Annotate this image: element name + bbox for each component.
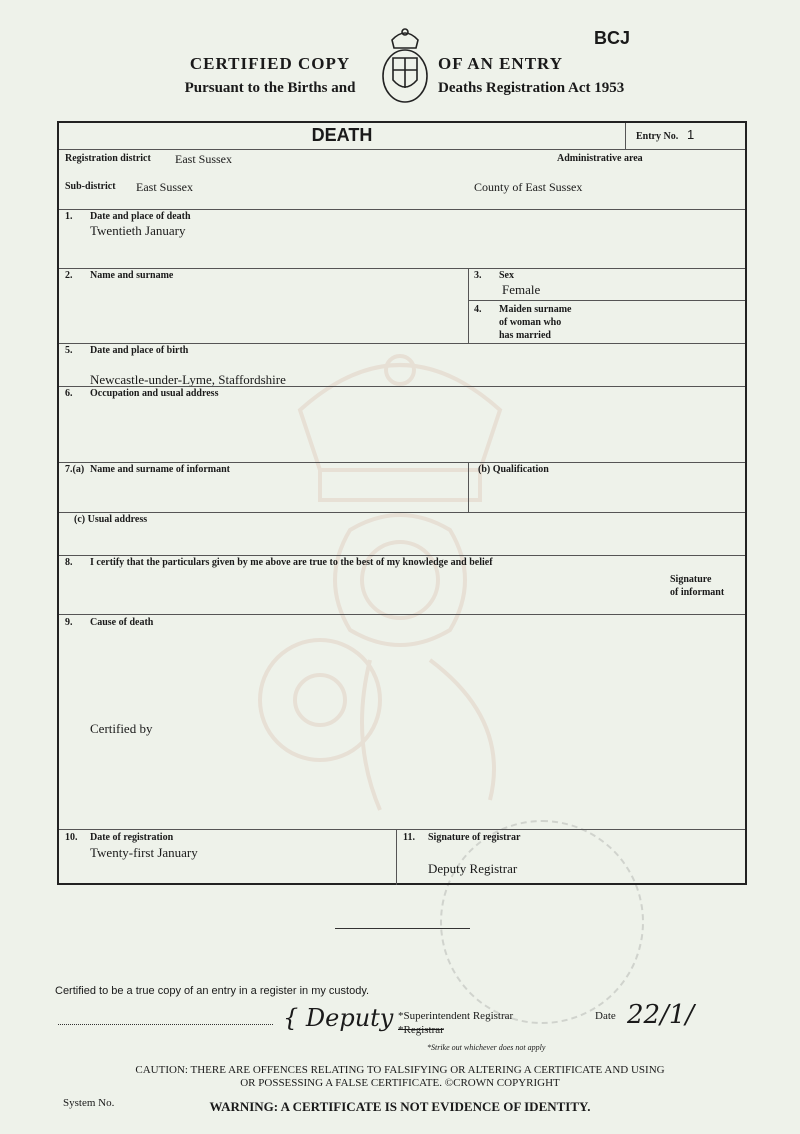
administrative-area-label: Administrative area [557,153,643,164]
certify-label: I certify that the particulars given by me above are true to the best of my knowledge and belief [90,557,493,568]
caution-line-2: OR POSSESSING A FALSE CERTIFICATE. ©CROWN COPYRIGHT [240,1077,560,1089]
header-left [150,54,390,97]
field-10-number: 10. [65,832,78,843]
registration-district-value: East Sussex [175,152,232,166]
field-1-number: 1. [65,211,73,222]
field-3-number: 3. [474,270,482,281]
identity-warning: WARNING: A CERTIFICATE IS NOT EVIDENCE OF IDENTITY. [209,1099,591,1114]
handwritten-deputy: { Deputy [283,1004,394,1032]
signature-registrar-label: Signature of registrar [428,832,521,843]
maiden-surname-label-2: of woman who [499,317,562,328]
signature-dotted-line [58,1024,273,1025]
usual-address-label: (c) Usual address [74,514,148,525]
date-of-registration-label: Date of registration [90,832,174,843]
superintendent-registrar-option: *Superintendent Registrar [398,1010,514,1022]
center-divider [335,928,470,929]
cause-of-death-label: Cause of death [90,617,154,628]
registration-district-label: Registration district [65,153,151,164]
signature-informant-label-1: Signature [670,574,712,585]
entry-no-value: 1 [687,127,695,142]
header-of-an-entry: OF AN ENTRY [438,54,564,73]
entry-no-label: Entry No. [636,131,679,142]
field-7a-number: 7.(a) [65,464,85,475]
field-8-number: 8. [65,557,73,568]
header-certified-copy: CERTIFIED COPY [189,54,351,73]
date-place-of-birth-label: Date and place of birth [90,345,189,356]
field-4-number: 4. [474,304,482,315]
system-no-label: System No. [63,1097,115,1109]
strike-out-note: *Strike out whichever does not apply [427,1043,546,1052]
qualification-label: (b) Qualification [478,464,549,475]
maiden-surname-label-1: Maiden surname [499,304,572,315]
header-act: Deaths Registration Act 1953 [438,80,625,96]
header-pursuant: Pursuant to the Births and [184,80,356,96]
caution-notice [60,1064,740,1090]
death-entry-form [57,121,747,885]
date-place-of-death-label: Date and place of death [90,211,191,222]
registrar-option-struck: *Registrar [398,1024,444,1036]
certified-true-copy-text: Certified to be a true copy of an entry in a register in my custody. [55,985,370,997]
field-6-number: 6. [65,388,73,399]
informant-name-label: Name and surname of informant [90,464,230,475]
handwritten-date: 22/1/ [627,1000,695,1030]
date-place-of-birth-value: Newcastle-under-Lyme, Staffordshire [90,372,286,387]
date-label: Date [595,1010,616,1022]
administrative-area-value: County of East Sussex [474,180,583,194]
form-title: DEATH [311,125,373,145]
occupation-address-label: Occupation and usual address [90,388,219,399]
sub-district-label: Sub-district [65,181,116,192]
field-11-number: 11. [403,832,415,843]
name-surname-label: Name and surname [90,270,174,281]
certificate-code: BCJ [594,28,631,48]
date-place-of-death-value: Twentieth January [90,223,186,238]
signature-registrar-value: Deputy Registrar [428,861,518,876]
field-9-number: 9. [65,617,73,628]
date-of-registration-value: Twenty-first January [90,845,198,860]
maiden-surname-label-3: has married [499,330,551,341]
sex-label: Sex [499,270,514,281]
field-5-number: 5. [65,345,73,356]
sub-district-value: East Sussex [136,180,193,194]
sex-value: Female [502,282,541,297]
signature-informant-label-2: of informant [670,587,725,598]
header-right [438,54,698,97]
caution-line-1: CAUTION: THERE ARE OFFENCES RELATING TO FALSIFYING OR ALTERING A CERTIFICATE AND USING [135,1064,665,1076]
field-2-number: 2. [65,270,73,281]
royal-coat-of-arms-icon [378,24,432,108]
certified-by-label: Certified by [90,721,153,736]
